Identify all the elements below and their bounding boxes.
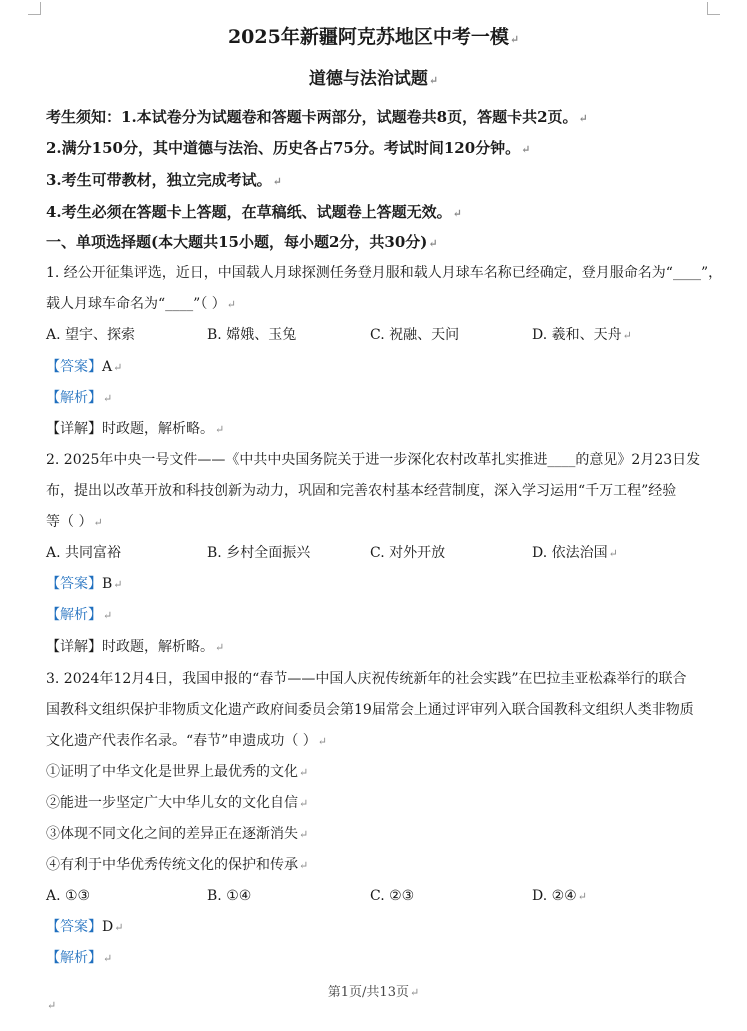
question-1-option-d: D. 羲和、天舟↵ <box>532 327 632 343</box>
exam-note-1: 考生须知：1.本试卷分为试题卷和答题卡两部分，试题卷共8页，答题卡共2页。↵ <box>46 108 588 126</box>
paragraph-mark-icon: ↵ <box>215 423 225 436</box>
paragraph-mark-icon: ↵ <box>113 361 123 374</box>
page-footer: 第1页/共13页↵ <box>327 985 420 1000</box>
document-title: 2025年新疆阿克苏地区中考一模↵ <box>227 26 520 48</box>
paragraph-mark-icon: ↵ <box>299 797 309 810</box>
paragraph-mark-icon: ↵ <box>113 578 123 591</box>
question-1-detail: 【详解】时政题，解析略。↵ <box>46 421 225 437</box>
exam-note-2: 2.满分150分，其中道德与法治、历史各占75分。考试时间120分钟。↵ <box>46 139 531 157</box>
answer-tag: 【答案】 <box>46 919 102 935</box>
question-2-option-b: B. 乡村全面振兴 <box>207 545 311 561</box>
answer-tag: 【答案】 <box>46 576 102 592</box>
answer-tag: 【答案】 <box>46 359 102 375</box>
question-2-detail: 【详解】时政题，解析略。↵ <box>46 639 225 655</box>
analysis-tag: 【解析】 <box>46 390 102 406</box>
paragraph-mark-icon: ↵ <box>622 329 632 342</box>
analysis-tag: 【解析】 <box>46 950 102 966</box>
exam-note-3: 3.考生可带教材，独立完成考试。↵ <box>46 171 282 189</box>
paragraph-mark-icon: ↵ <box>409 986 420 999</box>
section-title: 一、单项选择题(本大题共15小题，每小题2分，共30分)↵ <box>46 233 438 251</box>
question-2-line-3: 等（ ）↵ <box>46 514 103 530</box>
question-3-statement-3: ③体现不同文化之间的差异正在逐渐消失↵ <box>46 826 309 842</box>
paragraph-mark-icon: ↵ <box>215 641 225 654</box>
paragraph-mark-icon: ↵ <box>428 74 439 87</box>
paragraph-mark-icon: ↵ <box>578 112 588 125</box>
question-3-option-b: B. ①④ <box>207 888 252 904</box>
document-subtitle: 道德与法治试题↵ <box>308 69 439 89</box>
question-3-option-c: C. ②③ <box>370 888 415 904</box>
question-2-analysis <box>46 606 112 625</box>
question-1-line-2: 载人月球车命名为“____”（ ）↵ <box>46 296 236 312</box>
paragraph-mark-icon: ↵ <box>428 237 438 250</box>
paragraph-mark-icon: ↵ <box>103 392 113 405</box>
paragraph-mark-icon: ↵ <box>103 952 113 965</box>
question-1-option-a: A. 望宇、探索 <box>46 327 136 343</box>
question-1-answer: 【答案】A↵ <box>46 359 123 375</box>
question-3-option-d: D. ②④↵ <box>532 888 587 904</box>
question-3-statement-4: ④有利于中华优秀传统文化的保护和传承↵ <box>46 857 309 873</box>
question-3-statement-1: ①证明了中华文化是世界上最优秀的文化↵ <box>46 764 309 780</box>
question-2-option-a: A. 共同富裕 <box>46 545 122 561</box>
question-2-line-2: 布，提出以改革开放和科技创新为动力，巩固和完善农村基本经营制度，深入学习运用“千万工程”经验 <box>46 483 677 499</box>
paragraph-mark-icon: ↵ <box>47 999 57 1012</box>
page-corner-mark-right <box>707 2 720 15</box>
paragraph-mark-icon: ↵ <box>272 175 282 188</box>
page-corner-mark-left <box>28 2 41 15</box>
question-2-option-d: D. 依法治国↵ <box>532 545 618 561</box>
question-3-line-1: 3. 2024年12月4日，我国申报的“春节——中国人庆祝传统新年的社会实践”在巴拉圭亚松森举行的联合 <box>46 671 687 687</box>
paragraph-mark-icon: ↵ <box>452 207 462 220</box>
paragraph-mark-icon: ↵ <box>299 859 309 872</box>
question-2-option-c: C. 对外开放 <box>370 545 446 561</box>
question-1-analysis <box>46 389 112 408</box>
question-3-line-3: 文化遗产代表作名录。“春节”申遗成功（ ）↵ <box>46 733 327 749</box>
question-3-option-a: A. ①③ <box>46 888 91 904</box>
paragraph-mark-icon: ↵ <box>103 609 113 622</box>
question-3-analysis <box>46 949 112 968</box>
paragraph-mark-icon: ↵ <box>299 828 309 841</box>
trailing-paragraph-mark <box>46 996 56 1015</box>
paragraph-mark-icon: ↵ <box>226 298 236 311</box>
question-1-line-1: 1. 经公开征集评选，近日，中国载人月球探测任务登月服和载人月球车名称已经确定，登月服命名为“____”， <box>46 265 723 281</box>
paragraph-mark-icon: ↵ <box>577 890 587 903</box>
question-3-statement-2: ②能进一步坚定广大中华儿女的文化自信↵ <box>46 795 309 811</box>
question-3-line-2: 国教科文组织保护非物质文化遗产政府间委员会第19届常会上通过评审列入联合国教科文组织人类非物质 <box>46 702 694 718</box>
exam-note-4: 4.考生必须在答题卡上答题，在草稿纸、试题卷上答题无效。↵ <box>46 203 462 221</box>
question-2-answer: 【答案】B↵ <box>46 576 123 592</box>
question-1-option-b: B. 嫦娥、玉兔 <box>207 327 297 343</box>
paragraph-mark-icon: ↵ <box>317 735 327 748</box>
analysis-tag: 【解析】 <box>46 607 102 623</box>
question-3-answer: 【答案】D↵ <box>46 919 124 935</box>
paragraph-mark-icon: ↵ <box>114 921 124 934</box>
question-1-option-c: C. 祝融、天问 <box>370 327 460 343</box>
paragraph-mark-icon: ↵ <box>509 33 520 46</box>
paragraph-mark-icon: ↵ <box>93 516 103 529</box>
paragraph-mark-icon: ↵ <box>299 766 309 779</box>
question-2-line-1: 2. 2025年中央一号文件——《中共中央国务院关于进一步深化农村改革扎实推进____的意见》2月23日发 <box>46 452 701 468</box>
paragraph-mark-icon: ↵ <box>608 547 618 560</box>
paragraph-mark-icon: ↵ <box>521 143 531 156</box>
